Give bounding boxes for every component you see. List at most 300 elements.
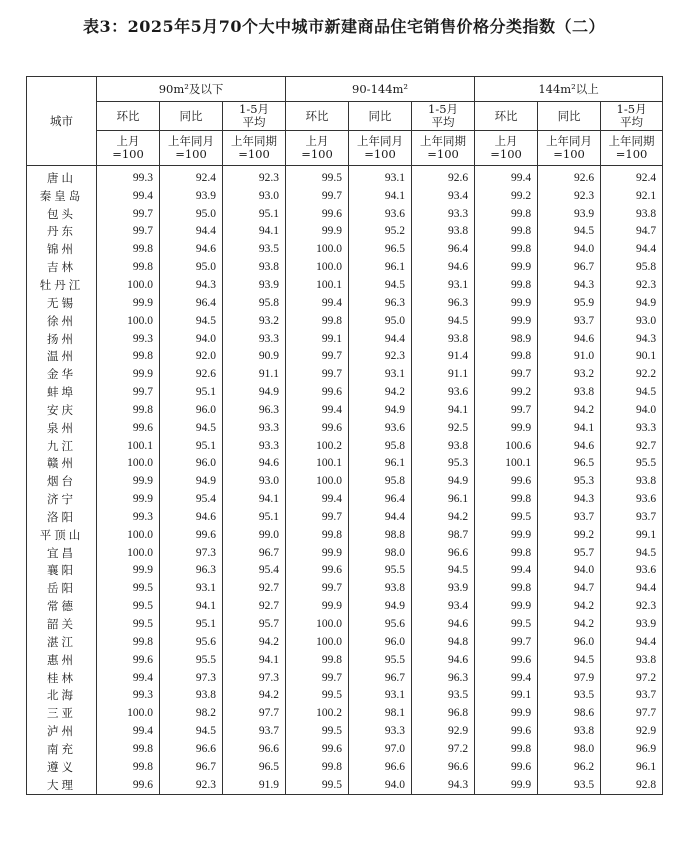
index-value: 94.2 [412,508,475,526]
index-value: 100.0 [97,544,160,562]
index-value: 93.8 [349,579,412,597]
index-value: 96.7 [538,258,601,276]
index-value: 99.9 [286,223,349,241]
index-value: 98.2 [160,704,223,722]
table-row [27,258,663,276]
index-value: 94.2 [538,615,601,633]
table-row [27,776,663,794]
index-value: 96.6 [349,758,412,776]
index-value: 93.7 [538,508,601,526]
index-value: 94.2 [538,597,601,615]
index-value: 100.0 [286,258,349,276]
index-value: 96.6 [412,544,475,562]
city-name: 泉州 [27,419,97,437]
base-period-header: 上月 =100 [286,131,349,166]
index-value: 99.7 [286,508,349,526]
index-value: 94.9 [412,472,475,490]
index-value: 96.8 [412,704,475,722]
index-value: 96.1 [412,490,475,508]
table-row [27,312,663,330]
table-row [27,722,663,740]
index-value: 93.8 [412,330,475,348]
index-value: 99.0 [223,526,286,544]
table-row [27,579,663,597]
table-row [27,419,663,437]
index-value: 100.0 [97,526,160,544]
index-value: 96.2 [538,758,601,776]
city-name: 岳阳 [27,579,97,597]
index-value: 100.1 [97,437,160,455]
index-value: 93.5 [412,686,475,704]
index-value: 93.3 [223,419,286,437]
index-value: 99.7 [286,187,349,205]
index-value: 99.6 [286,383,349,401]
index-value: 94.2 [538,401,601,419]
index-value: 93.1 [349,166,412,187]
index-value: 100.0 [286,472,349,490]
city-name: 北海 [27,686,97,704]
index-value: 93.8 [412,223,475,241]
city-name: 常德 [27,597,97,615]
table-row [27,166,663,187]
index-value: 94.7 [601,223,663,241]
index-value: 93.3 [349,722,412,740]
table-row [27,330,663,348]
index-value: 95.3 [538,472,601,490]
city-name: 扬州 [27,330,97,348]
index-value: 92.3 [601,597,663,615]
city-name: 惠州 [27,651,97,669]
index-value: 95.8 [601,258,663,276]
city-name: 三亚 [27,704,97,722]
index-value: 98.8 [349,526,412,544]
table-row [27,240,663,258]
index-value: 93.3 [223,330,286,348]
index-value: 94.6 [538,330,601,348]
table-row [27,526,663,544]
index-value: 99.8 [286,526,349,544]
index-value: 99.8 [286,312,349,330]
index-value: 94.4 [349,330,412,348]
index-value: 98.7 [412,526,475,544]
index-value: 95.1 [160,615,223,633]
index-value: 95.2 [349,223,412,241]
index-value: 99.6 [97,419,160,437]
index-value: 95.7 [538,544,601,562]
index-value: 92.3 [538,187,601,205]
base-period-header: 上年同期 =100 [412,131,475,166]
index-value: 98.6 [538,704,601,722]
index-value: 95.6 [349,615,412,633]
table-row [27,651,663,669]
index-value: 93.8 [601,205,663,223]
index-value: 93.6 [349,419,412,437]
index-value: 99.7 [97,205,160,223]
index-value: 96.0 [160,401,223,419]
index-value: 100.0 [97,276,160,294]
index-value: 93.5 [538,776,601,794]
base-period-header: 上月 =100 [97,131,160,166]
metric-header: 环比 [475,102,538,131]
index-value: 93.6 [412,383,475,401]
table-row [27,401,663,419]
index-value: 94.1 [160,597,223,615]
index-value: 94.0 [601,401,663,419]
metric-header: 同比 [349,102,412,131]
city-name: 唐山 [27,166,97,187]
city-name: 大理 [27,776,97,794]
index-value: 99.5 [286,722,349,740]
metric-header: 同比 [160,102,223,131]
index-value: 99.9 [97,472,160,490]
index-value: 92.5 [412,419,475,437]
base-period-header: 上年同月 =100 [160,131,223,166]
index-value: 94.1 [223,651,286,669]
city-name: 安庆 [27,401,97,419]
index-value: 95.5 [160,651,223,669]
index-value: 100.0 [97,312,160,330]
index-value: 91.0 [538,347,601,365]
index-value: 95.0 [349,312,412,330]
index-value: 93.3 [412,205,475,223]
index-value: 93.4 [412,597,475,615]
index-value: 96.3 [160,562,223,580]
index-value: 99.8 [475,223,538,241]
index-value: 93.9 [160,187,223,205]
group-header-small: 90m²及以下 [97,77,286,102]
table-row [27,347,663,365]
index-value: 93.1 [349,365,412,383]
index-value: 99.9 [286,544,349,562]
index-value: 99.9 [475,526,538,544]
index-value: 99.9 [97,294,160,312]
index-value: 99.3 [97,330,160,348]
index-value: 99.3 [97,508,160,526]
index-value: 99.8 [97,401,160,419]
index-value: 99.8 [97,347,160,365]
index-value: 93.7 [601,508,663,526]
index-value: 93.5 [223,240,286,258]
city-name: 无锡 [27,294,97,312]
index-value: 99.4 [97,722,160,740]
index-value: 99.6 [97,651,160,669]
index-value: 94.1 [223,223,286,241]
index-value: 92.7 [223,597,286,615]
city-name: 丹东 [27,223,97,241]
index-value: 95.5 [349,562,412,580]
index-value: 92.9 [412,722,475,740]
city-name: 烟台 [27,472,97,490]
index-value: 99.1 [601,526,663,544]
index-value: 99.9 [475,258,538,276]
index-value: 95.5 [349,651,412,669]
index-value: 94.0 [538,240,601,258]
price-index-table [26,76,663,795]
index-value: 93.2 [538,365,601,383]
index-value: 96.7 [223,544,286,562]
index-value: 96.7 [349,669,412,687]
city-name: 九江 [27,437,97,455]
index-value: 96.3 [223,401,286,419]
index-value: 92.4 [601,166,663,187]
index-value: 95.8 [223,294,286,312]
index-value: 92.3 [160,776,223,794]
metric-header: 1-5月 平均 [601,102,663,131]
index-value: 99.9 [286,597,349,615]
index-value: 93.3 [223,437,286,455]
index-value: 99.9 [97,365,160,383]
index-value: 93.8 [601,472,663,490]
index-value: 96.5 [538,455,601,473]
index-value: 92.3 [601,276,663,294]
table-row [27,508,663,526]
index-value: 99.7 [286,579,349,597]
city-name: 赣州 [27,455,97,473]
index-value: 99.9 [97,490,160,508]
index-value: 94.0 [538,562,601,580]
index-value: 96.1 [349,258,412,276]
index-value: 94.5 [349,276,412,294]
index-value: 99.8 [97,633,160,651]
city-name: 泸州 [27,722,97,740]
index-value: 99.9 [475,597,538,615]
index-value: 99.8 [97,240,160,258]
index-value: 94.4 [601,240,663,258]
index-value: 95.0 [160,258,223,276]
index-value: 94.1 [223,490,286,508]
index-value: 99.5 [475,508,538,526]
index-value: 99.6 [475,651,538,669]
city-name: 湛江 [27,633,97,651]
index-value: 94.5 [412,312,475,330]
index-value: 95.4 [160,490,223,508]
table-row [27,187,663,205]
index-value: 93.8 [223,258,286,276]
table-row [27,383,663,401]
table-row [27,686,663,704]
index-value: 100.0 [286,633,349,651]
city-name: 蚌埠 [27,383,97,401]
index-value: 99.7 [475,365,538,383]
index-value: 96.0 [349,633,412,651]
city-name: 洛阳 [27,508,97,526]
index-value: 94.3 [412,776,475,794]
index-value: 96.5 [349,240,412,258]
index-value: 93.8 [538,383,601,401]
index-value: 94.6 [412,615,475,633]
index-value: 93.8 [538,722,601,740]
index-value: 96.4 [349,490,412,508]
index-value: 97.3 [223,669,286,687]
index-value: 94.9 [223,383,286,401]
metric-header: 环比 [286,102,349,131]
index-value: 100.2 [286,704,349,722]
index-value: 99.6 [286,205,349,223]
index-value: 94.4 [160,223,223,241]
index-value: 99.7 [286,347,349,365]
index-value: 99.7 [286,365,349,383]
index-value: 90.1 [601,347,663,365]
index-value: 100.0 [286,240,349,258]
index-value: 99.8 [475,276,538,294]
index-value: 94.4 [349,508,412,526]
index-value: 98.0 [349,544,412,562]
index-value: 97.0 [349,740,412,758]
index-value: 92.7 [223,579,286,597]
index-value: 99.4 [475,562,538,580]
index-value: 96.6 [223,740,286,758]
index-value: 93.7 [223,722,286,740]
index-value: 93.1 [412,276,475,294]
index-value: 99.2 [538,526,601,544]
table-row [27,437,663,455]
index-value: 94.6 [160,508,223,526]
index-value: 96.0 [160,455,223,473]
table-row [27,633,663,651]
index-value: 99.8 [475,490,538,508]
index-value: 98.9 [475,330,538,348]
city-name: 温州 [27,347,97,365]
group-header-medium: 90-144m² [286,77,475,102]
index-value: 94.6 [412,651,475,669]
metric-header: 1-5月 平均 [223,102,286,131]
index-value: 94.0 [160,330,223,348]
index-value: 95.6 [160,633,223,651]
index-value: 93.9 [538,205,601,223]
index-value: 95.1 [223,205,286,223]
index-value: 96.9 [601,740,663,758]
index-value: 99.5 [97,615,160,633]
table-row [27,562,663,580]
index-value: 94.1 [349,187,412,205]
base-period-header: 上年同期 =100 [601,131,663,166]
index-value: 100.6 [475,437,538,455]
index-value: 99.4 [286,294,349,312]
index-value: 96.6 [160,740,223,758]
index-value: 95.1 [160,437,223,455]
index-value: 92.6 [538,166,601,187]
index-value: 100.2 [286,437,349,455]
index-value: 99.8 [475,544,538,562]
index-value: 99.9 [97,562,160,580]
index-value: 94.3 [160,276,223,294]
index-value: 99.1 [475,686,538,704]
index-value: 94.5 [160,312,223,330]
index-value: 95.8 [349,437,412,455]
index-value: 97.7 [601,704,663,722]
index-value: 96.0 [538,633,601,651]
index-value: 98.0 [538,740,601,758]
index-value: 93.4 [412,187,475,205]
base-period-header: 上月 =100 [475,131,538,166]
index-value: 94.9 [349,597,412,615]
index-value: 98.1 [349,704,412,722]
index-value: 99.8 [475,579,538,597]
index-value: 93.1 [160,579,223,597]
index-value: 93.0 [601,312,663,330]
index-value: 99.4 [97,187,160,205]
index-value: 93.0 [223,187,286,205]
index-value: 96.4 [160,294,223,312]
index-value: 100.1 [286,455,349,473]
index-value: 94.1 [538,419,601,437]
index-value: 99.9 [475,704,538,722]
index-value: 92.2 [601,365,663,383]
index-value: 99.6 [475,472,538,490]
city-name: 包头 [27,205,97,223]
index-value: 99.7 [475,633,538,651]
table-row [27,205,663,223]
index-value: 100.1 [475,455,538,473]
index-value: 99.5 [286,776,349,794]
index-value: 99.6 [475,758,538,776]
index-value: 93.7 [601,686,663,704]
index-value: 99.8 [475,205,538,223]
index-value: 93.8 [160,686,223,704]
index-value: 92.3 [223,166,286,187]
index-value: 92.1 [601,187,663,205]
index-value: 99.8 [97,740,160,758]
page-title: 表3：2025年5月70个大中城市新建商品住宅销售价格分类指数（二） [82,17,606,36]
index-value: 94.3 [601,330,663,348]
index-value: 99.8 [286,758,349,776]
table-row [27,615,663,633]
index-value: 92.9 [601,722,663,740]
city-name: 金华 [27,365,97,383]
index-value: 94.3 [538,276,601,294]
index-value: 94.3 [538,490,601,508]
index-value: 94.2 [349,383,412,401]
index-value: 91.1 [223,365,286,383]
city-name: 遵义 [27,758,97,776]
city-column-header: 城市 [27,77,97,166]
index-value: 99.9 [475,294,538,312]
index-value: 100.0 [286,615,349,633]
index-value: 99.4 [475,669,538,687]
index-value: 96.6 [412,758,475,776]
index-value: 93.6 [601,562,663,580]
index-value: 96.3 [412,669,475,687]
index-value: 100.1 [286,276,349,294]
index-value: 99.5 [286,686,349,704]
index-value: 99.3 [97,166,160,187]
metric-header: 同比 [538,102,601,131]
table-row [27,223,663,241]
city-name: 牡丹江 [27,276,97,294]
index-value: 93.8 [412,437,475,455]
table-row [27,544,663,562]
index-value: 99.6 [475,722,538,740]
index-value: 95.0 [160,205,223,223]
index-value: 99.7 [286,669,349,687]
index-value: 99.8 [475,740,538,758]
index-value: 93.6 [601,490,663,508]
index-value: 99.2 [475,187,538,205]
table-row [27,490,663,508]
index-value: 94.0 [349,776,412,794]
index-value: 93.2 [223,312,286,330]
index-value: 94.6 [160,240,223,258]
index-value: 99.7 [97,383,160,401]
index-value: 93.9 [601,615,663,633]
index-value: 99.8 [97,258,160,276]
index-value: 97.3 [160,669,223,687]
index-value: 95.7 [223,615,286,633]
index-value: 99.6 [286,740,349,758]
index-value: 96.7 [160,758,223,776]
index-value: 99.8 [475,240,538,258]
index-value: 91.4 [412,347,475,365]
